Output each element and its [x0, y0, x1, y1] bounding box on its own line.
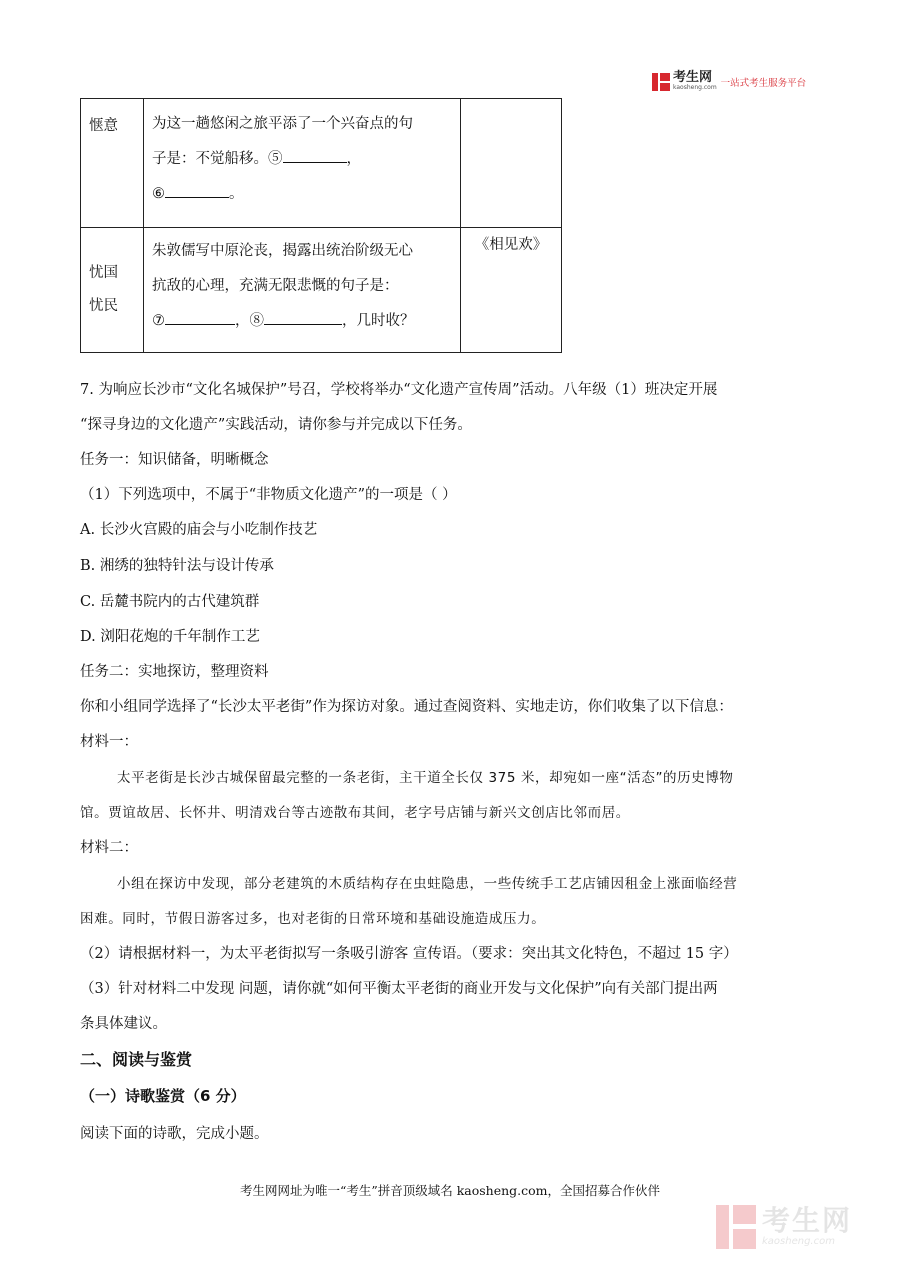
task2-heading: 任务二：实地探访，整理资料	[80, 664, 269, 680]
watermark-name: 考生网	[762, 1204, 853, 1237]
task2-description: 你和小组同学选择了“长沙太平老街”作为探访对象。通过查阅资料、实地走访，你们收集了以下信息：	[80, 699, 733, 715]
answer-blank-7[interactable]	[165, 310, 235, 325]
table-row	[81, 228, 562, 353]
q7-subquestion-2: （2）请根据材料一，为太平老街拟写一条吸引游客 宣传语。（要求：突出其文化特色，不超过 15 字）	[80, 946, 738, 962]
content-cell: 为这一趟悠闲之旅平添了一个兴奋点的句 子是：不觉船移。⑤ ， ⑥ 。	[144, 99, 461, 228]
source-cell	[461, 99, 562, 228]
watermark-domain: kaosheng.com	[762, 1236, 835, 1247]
table-row	[81, 99, 562, 228]
material1-line1: 太平老街是长沙古城保留最完整的一条老街，主干道全长仅 375 米，却宛如一座“活态”的历史博物	[117, 770, 734, 786]
poem-table	[80, 98, 562, 353]
q7-subquestion-1: （1）下列选项中，不属于“非物质文化遗产”的一项是（ ）	[80, 487, 457, 503]
section2-subheading: （一）诗歌鉴赏（6 分）	[80, 1087, 246, 1105]
source-cell: 《相见欢》	[461, 228, 562, 353]
theme-cell: 惬意	[81, 99, 144, 228]
page-footer: 考生网网址为唯一“考生”拼音顶级域名 kaosheng.com，全国招募合作伙伴	[239, 1183, 661, 1198]
q7-subquestion-3-line1: （3）针对材料二中发现 问题，请你就“如何平衡太平老街的商业开发与文化保护”向有关部门提出两	[80, 981, 718, 997]
brand-slogan: 一站式考生服务平台	[720, 78, 807, 89]
content-cell: 朱敦儒写中原沦丧，揭露出统治阶级无心 抗敌的心理，充满无限悲慨的句子是： ⑦ ，⑧ ，几时收？	[144, 228, 461, 353]
section2-instruction: 阅读下面的诗歌，完成小题。	[80, 1126, 269, 1142]
option-c: C. 岳麓书院内的古代建筑群	[80, 594, 260, 610]
material1-label: 材料一：	[80, 734, 138, 750]
q7-intro-line1: 7. 为响应长沙市“文化名城保护”号召，学校将举办“文化遗产宣传周”活动。八年级（1）班决定开展	[80, 382, 718, 398]
watermark-logo-icon	[716, 1205, 756, 1249]
option-b: B. 湘绣的独特针法与设计传承	[80, 558, 274, 574]
header-brand	[652, 70, 806, 94]
material2-label: 材料二：	[80, 840, 138, 856]
brand-domain: kaosheng.com	[673, 84, 717, 91]
brand-name: 考生网	[673, 70, 713, 85]
q7-intro-line2: “探寻身边的文化遗产”实践活动，请你参与并完成以下任务。	[80, 417, 472, 433]
material2-line2: 困难。同时，节假日游客过多，也对老街的日常环境和基础设施造成压力。	[80, 911, 546, 927]
answer-blank-5[interactable]	[283, 148, 347, 163]
section2-heading: 二、阅读与鉴赏	[80, 1050, 193, 1069]
answer-blank-6[interactable]	[165, 183, 229, 198]
material1-line2: 馆。贾谊故居、长怀井、明清戏台等古迹散布其间，老字号店铺与新兴文创店比邻而居。	[80, 805, 630, 821]
option-d: D. 浏阳花炮的千年制作工艺	[80, 629, 260, 645]
theme-cell: 忧国 忧民	[81, 228, 144, 353]
watermark	[716, 1202, 878, 1252]
answer-blank-8[interactable]	[264, 310, 342, 325]
task1-heading: 任务一：知识储备，明晰概念	[80, 452, 269, 468]
q7-subquestion-3-line2: 条具体建议。	[80, 1016, 167, 1032]
option-a: A. 长沙火宫殿的庙会与小吃制作技艺	[80, 522, 318, 538]
kaosheng-logo-icon	[652, 73, 670, 91]
material2-line1: 小组在探访中发现，部分老建筑的木质结构存在虫蛀隐患，一些传统手工艺店铺因租金上涨面临经营	[117, 876, 738, 892]
